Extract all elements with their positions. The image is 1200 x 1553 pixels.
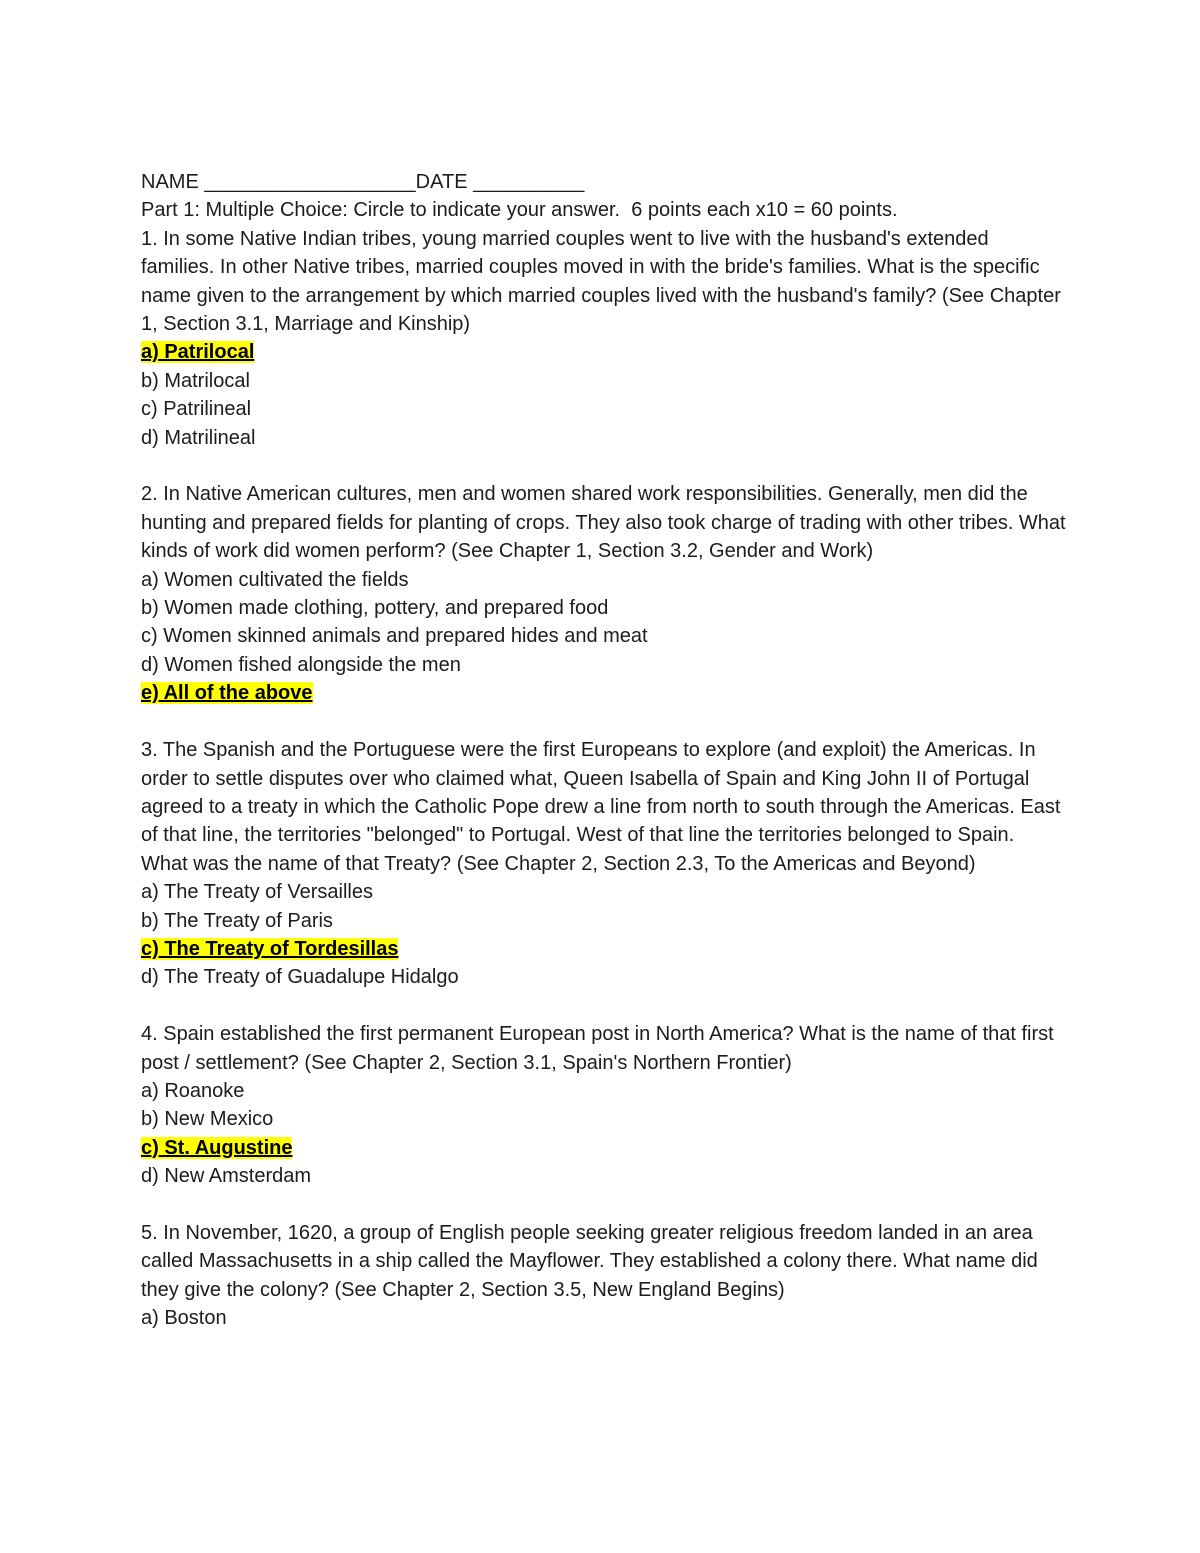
answer-option: d) The Treaty of Guadalupe Hidalgo	[141, 966, 459, 989]
answer-option: b) Women made clothing, pottery, and prepared food	[141, 597, 609, 620]
instructions: Part 1: Multiple Choice: Circle to indicate your answer. 6 points each x10 = 60 points.	[141, 199, 898, 222]
document-page	[141, 168, 1066, 1333]
answer-option	[141, 1134, 1066, 1162]
answer-option	[141, 679, 1066, 707]
answer-option	[141, 935, 1066, 963]
spacer	[141, 452, 1066, 480]
question-4	[141, 1020, 1066, 1190]
spacer	[141, 708, 1066, 736]
answer-option: a) Boston	[141, 1307, 227, 1330]
answer-option: d) Matrilineal	[141, 426, 256, 449]
correct-answer-highlight: a) Patrilocal	[141, 341, 255, 364]
question-3	[141, 736, 1066, 992]
answer-option	[141, 338, 1066, 366]
answer-option: c) Women skinned animals and prepared hides and meat	[141, 625, 648, 648]
question-1	[141, 225, 1066, 452]
question-2	[141, 480, 1066, 707]
question-5	[141, 1219, 1066, 1333]
spacer	[141, 1191, 1066, 1219]
answer-option: c) Patrilineal	[141, 398, 252, 421]
correct-answer-highlight: c) The Treaty of Tordesillas	[141, 937, 399, 960]
answer-option: d) New Amsterdam	[141, 1165, 312, 1188]
answer-option: a) Roanoke	[141, 1079, 245, 1102]
answer-option: b) The Treaty of Paris	[141, 909, 333, 932]
question-text: 2. In Native American cultures, men and women shared work responsibilities. Generally, men did the hunting and prepared fields for planting of crops. They also took charge of trading with other tribes. What kinds of work did women perform? (See Chapter 1, Section 3.2, Gender and Work)	[141, 483, 1066, 563]
question-text: 4. Spain established the first permanent European post in North America? What is the name of that first post / settlement? (See Chapter 2, Section 3.1, Spain's Northern Frontier)	[141, 1023, 1054, 1074]
question-text: 5. In November, 1620, a group of English people seeking greater religious freedom landed in an area called Massachusetts in a ship called the Mayflower. They established a colony there. What name did they give the colony? (See Chapter 2, Section 3.5, New England Begins)	[141, 1221, 1038, 1301]
spacer	[141, 992, 1066, 1020]
correct-answer-highlight: c) St. Augustine	[141, 1136, 293, 1159]
name-date-line: NAME ___________________DATE __________	[141, 171, 585, 193]
question-text: 3. The Spanish and the Portuguese were the first Europeans to explore (and exploit) the Americas. In order to settle disputes over who claimed what, Queen Isabella of Spain and King John II of Portugal agreed to a treaty in which the Catholic Pope drew a line from north to south through the Americas. East of that line, the territories "belonged" to Portugal. West of that line the territories belonged to Spain. What was the name of that Treaty? (See Chapter 2, Section 2.3, To the Americas and Beyond)	[141, 739, 1061, 875]
correct-answer-highlight: e) All of the above	[141, 682, 313, 705]
answer-option: b) New Mexico	[141, 1108, 274, 1131]
answer-option: b) Matrilocal	[141, 369, 250, 392]
answer-option: a) The Treaty of Versailles	[141, 881, 373, 904]
question-text: 1. In some Native Indian tribes, young married couples went to live with the husband's extended families. In other Native tribes, married couples moved in with the bride's families. What is the specific name given to the arrangement by which married couples lived with the husband's family? (See Chapter 1, Section 3.1, Marriage and Kinship)	[141, 227, 1061, 336]
answer-option: a) Women cultivated the fields	[141, 568, 409, 591]
answer-option: d) Women fished alongside the men	[141, 653, 461, 676]
